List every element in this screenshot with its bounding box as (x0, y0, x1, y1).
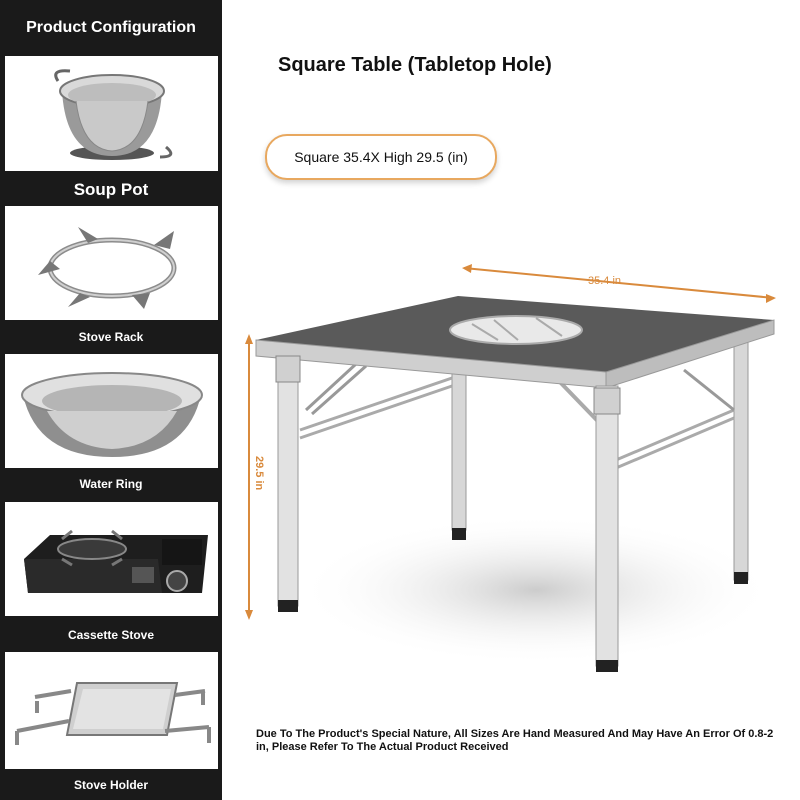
tabletop-hole (450, 316, 582, 344)
height-dimension-arrow (245, 334, 253, 620)
front-right-leg (596, 386, 618, 666)
stove-holder-icon (7, 661, 217, 761)
dimension-badge: Square 35.4X High 29.5 (in) (265, 134, 497, 180)
table-illustration (236, 260, 786, 690)
water-ring-image (5, 354, 218, 468)
foot-cap (452, 528, 466, 540)
soup-pot-label: Soup Pot (73, 180, 149, 199)
stove-rack-image (5, 206, 218, 320)
height-label: 29.5 in (253, 456, 265, 491)
width-label: 35.4 in (588, 275, 622, 287)
soup-pot-image (5, 56, 218, 171)
page-title: Square Table (Tabletop Hole) (278, 54, 552, 76)
back-right-leg (734, 340, 748, 580)
front-left-leg (278, 356, 298, 606)
foot-cap (596, 660, 618, 672)
sidebar-header: Product Configuration (26, 19, 196, 36)
soup-pot-icon (42, 61, 182, 166)
cassette-stove-image (5, 502, 218, 616)
floor-shadow (296, 515, 776, 665)
stove-rack-label: Stove Rack (78, 330, 144, 344)
back-left-leg (452, 360, 466, 530)
stove-rack-icon (32, 213, 192, 313)
stove-holder-image (5, 652, 218, 769)
cassette-stove-label: Cassette Stove (67, 628, 155, 642)
measurement-disclaimer: Due To The Product's Special Nature, All Sizes Are Hand Measured And May Have An Error Of 0.8-2 in, Please Refer To The Actual Product Received (256, 728, 774, 753)
foot-cap (278, 600, 298, 612)
product-configuration-sidebar (0, 0, 222, 800)
water-ring-label: Water Ring (79, 477, 143, 491)
foot-cap (734, 572, 748, 584)
water-ring-icon (17, 361, 207, 461)
stove-holder-label: Stove Holder (73, 778, 148, 792)
cassette-stove-icon (12, 509, 212, 609)
